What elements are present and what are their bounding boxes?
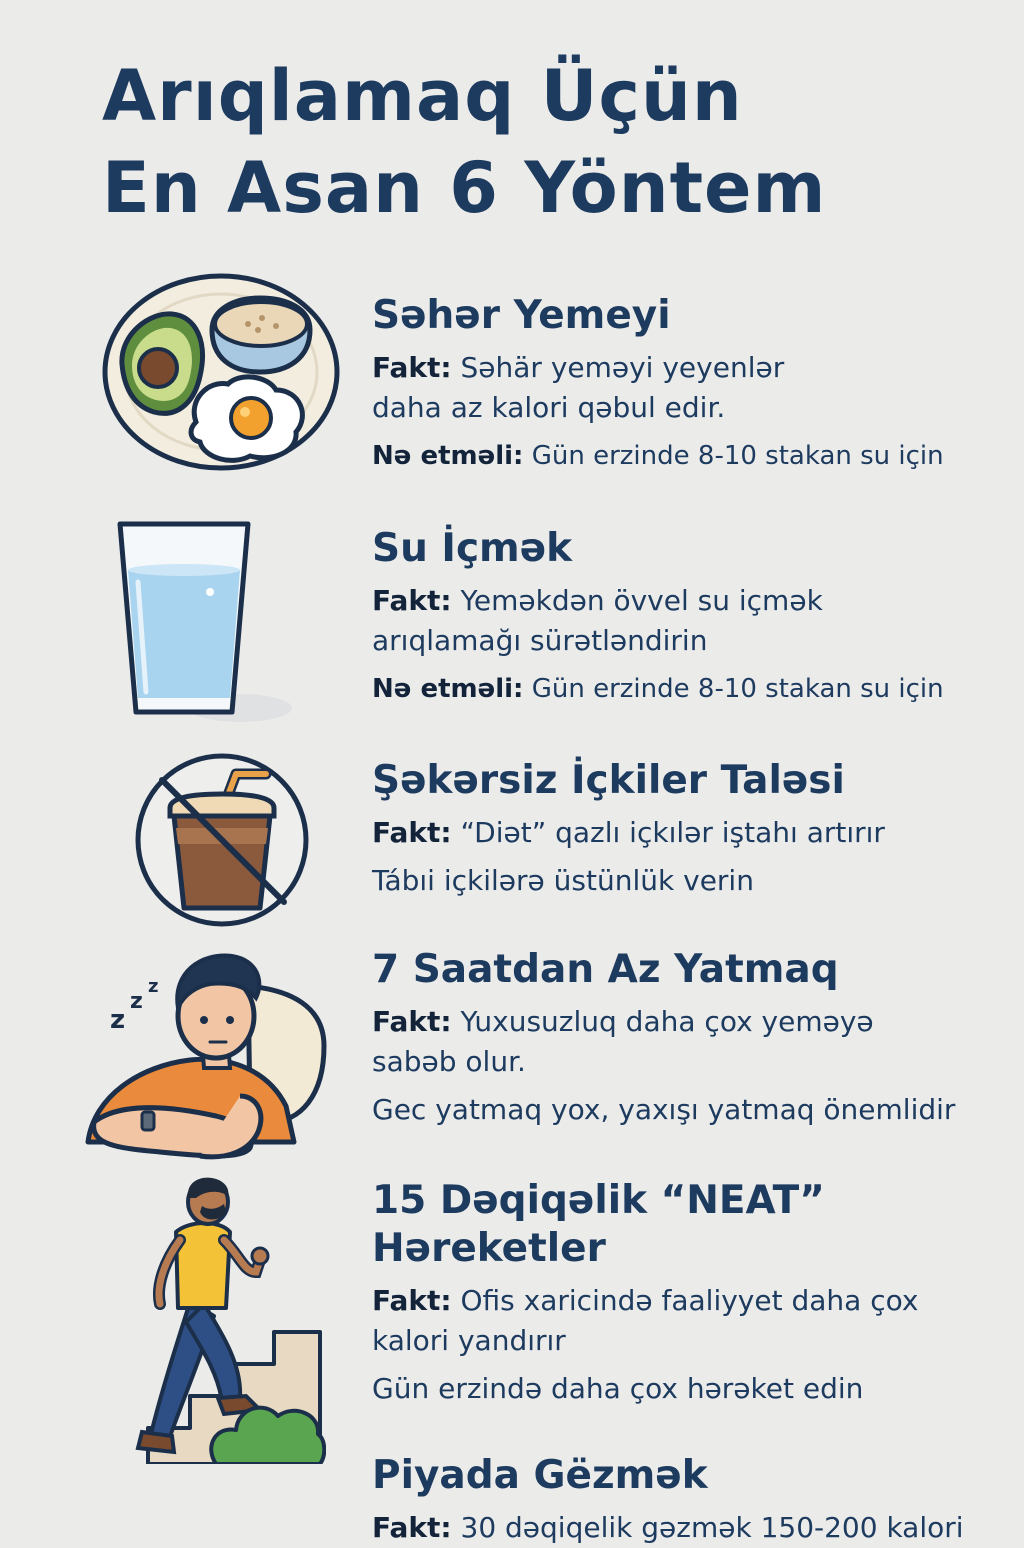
item-fact bbox=[372, 1281, 1012, 1321]
sleeping-man-icon bbox=[80, 946, 334, 1172]
fact-label: Fakt: bbox=[372, 351, 452, 384]
water-glass-icon bbox=[110, 512, 300, 727]
svg-text:z: z bbox=[148, 976, 159, 997]
item-breakfast bbox=[372, 292, 1012, 476]
fact-label: Fakt: bbox=[372, 584, 452, 617]
page-title-line-1: Arıqlamaq Üçün bbox=[102, 55, 743, 137]
fact-text: Ofis xaricində faaliyyet daha çox bbox=[460, 1284, 919, 1317]
item-tip: Gün erzində daha çox hərəket edin bbox=[372, 1372, 864, 1405]
item-action bbox=[372, 436, 1012, 476]
fact-text: Yeməkdən övvel su içmək bbox=[460, 584, 823, 617]
item-sugary-drinks bbox=[372, 757, 1012, 901]
item-tip: Tábıi içkilərə üstünlük verin bbox=[372, 864, 754, 897]
item-heading: Səhər Yemeyi bbox=[372, 293, 671, 338]
page-title bbox=[102, 50, 826, 234]
item-fact-cont: sabəb olur. bbox=[372, 1045, 526, 1078]
action-text: Gün erzinde 8-10 stakan su için bbox=[531, 674, 944, 704]
item-fact bbox=[372, 1002, 1012, 1042]
item-fact-cont: kalori yandırır bbox=[372, 1324, 566, 1357]
fact-label: Fakt: bbox=[372, 1005, 452, 1038]
fact-label: Fakt: bbox=[372, 1511, 452, 1544]
action-text: Gün erzinde 8-10 stakan su için bbox=[531, 441, 944, 471]
item-fact bbox=[372, 348, 1012, 388]
item-heading: Şəkərsiz İçkiler Taləsi bbox=[372, 758, 845, 803]
fact-label: Fakt: bbox=[372, 816, 452, 849]
item-walking bbox=[372, 1452, 1012, 1548]
no-soda-icon bbox=[126, 752, 322, 928]
item-sleep bbox=[372, 946, 1012, 1130]
item-tip: Gec yatmaq yox, yaxışı yatmaq önemlidir bbox=[372, 1093, 956, 1126]
action-label: Nə etməli: bbox=[372, 441, 524, 471]
fact-text: “Diət” qazlı içkılər iştahı artırır bbox=[460, 816, 885, 849]
svg-text:z: z bbox=[110, 1005, 126, 1035]
fact-text: Səhär yeməyi yeyenlər bbox=[460, 351, 785, 384]
svg-text:z: z bbox=[130, 989, 143, 1014]
item-heading: Su İçmək bbox=[372, 526, 573, 571]
breakfast-plate-icon bbox=[100, 272, 342, 472]
item-neat bbox=[372, 1177, 1012, 1409]
item-fact bbox=[372, 581, 1012, 621]
fact-text: 30 dəqiqelik gəzmək 150-200 kalori bbox=[460, 1511, 964, 1544]
page-title-line-2: En Asan 6 Yöntem bbox=[102, 147, 827, 229]
item-water bbox=[372, 525, 1012, 709]
fact-text: Yuxusuzluq daha çox yeməyə bbox=[460, 1005, 874, 1038]
item-fact bbox=[372, 813, 1012, 853]
item-heading: 7 Saatdan Az Yatmaq bbox=[372, 947, 839, 992]
item-fact bbox=[372, 1508, 1012, 1548]
item-heading: Piyada Gëzmək bbox=[372, 1453, 708, 1498]
item-action bbox=[372, 669, 1012, 709]
item-heading-cont: Həreketler bbox=[372, 1226, 606, 1271]
item-heading: 15 Dəqiqəlik “NEAT” bbox=[372, 1178, 825, 1223]
action-label: Nə etməli: bbox=[372, 674, 524, 704]
stair-climbing-man-icon bbox=[120, 1176, 326, 1464]
item-fact-cont: daha az kalori qəbul edir. bbox=[372, 391, 726, 424]
fact-label: Fakt: bbox=[372, 1284, 452, 1317]
item-fact-cont: arıqlamağı sürətləndirin bbox=[372, 624, 708, 657]
